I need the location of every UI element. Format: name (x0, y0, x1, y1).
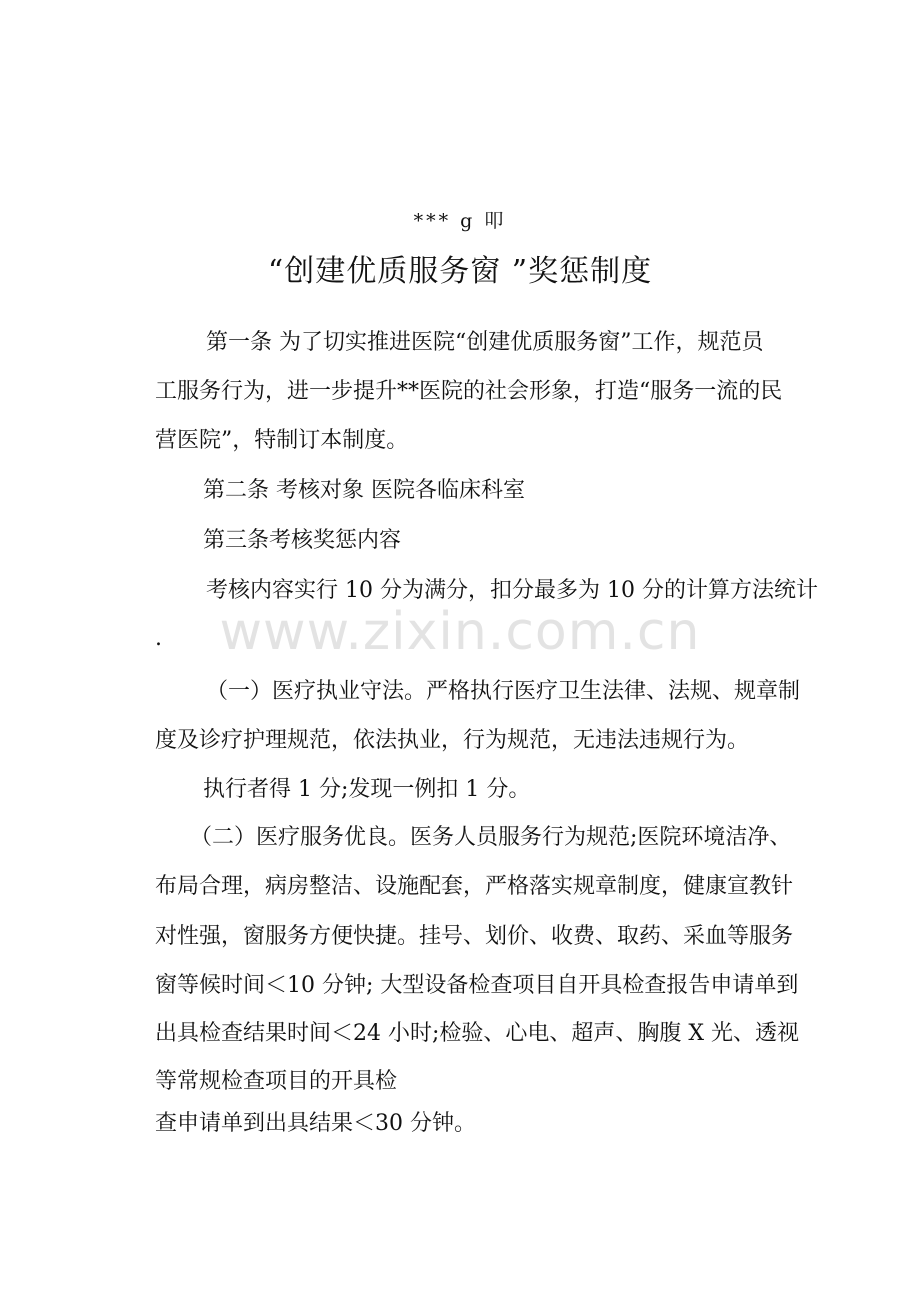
body-line: 工服务行为，进一步提升**医院的社会形象，打造“服务一流的民 (155, 379, 783, 404)
body-line: 出具检查结果时间＜24 小时;检验、心电、超声、胸腹 X 光、透视 (155, 1021, 800, 1046)
body-line: 第三条考核奖惩内容 (203, 528, 402, 553)
body-line: 第二条 考核对象 医院各临床科室 (203, 478, 525, 503)
body-line: （二）医疗服务优良。医务人员服务行为规范;医院环境洁净、 (190, 825, 792, 850)
body-line: 窗等候时间＜10 分钟; 大型设备检查项目自开具检查报告申请单到 (155, 973, 799, 998)
body-line: 布局合理，病房整洁、设施配套，严格落实规章制度，健康宣教针 (155, 874, 794, 899)
document-header-line: *** g 叩 (413, 210, 507, 232)
watermark: www.zixin.com.cn (219, 602, 701, 662)
body-line: 执行者得 1 分;发现一例扣 1 分。 (203, 777, 531, 802)
body-line: 度及诊疗护理规范，依法执业，行为规范，无违法违规行为。 (155, 728, 750, 753)
body-line: 第一条 为了切实推进医院“创建优质服务窗”工作，规范员 (206, 330, 764, 355)
body-line: 考核内容实行 10 分为满分，扣分最多为 10 分的计算方法统计 (206, 578, 818, 603)
document-title: “创建优质服务窗 ”奖惩制度 (267, 254, 653, 289)
body-line: 等常规检查项目的开具检 (155, 1069, 398, 1094)
body-line: （一）医疗执业守法。严格执行医疗卫生法律、法规、规章制 (206, 679, 801, 704)
body-line: 对性强，窗服务方便快捷。挂号、划价、收费、取药、采血等服务 (155, 924, 794, 949)
body-line: 营医院”，特制订本制度。 (155, 428, 409, 453)
body-line: . (155, 626, 162, 651)
body-line: 查申请单到出具结果＜30 分钟。 (155, 1111, 476, 1136)
